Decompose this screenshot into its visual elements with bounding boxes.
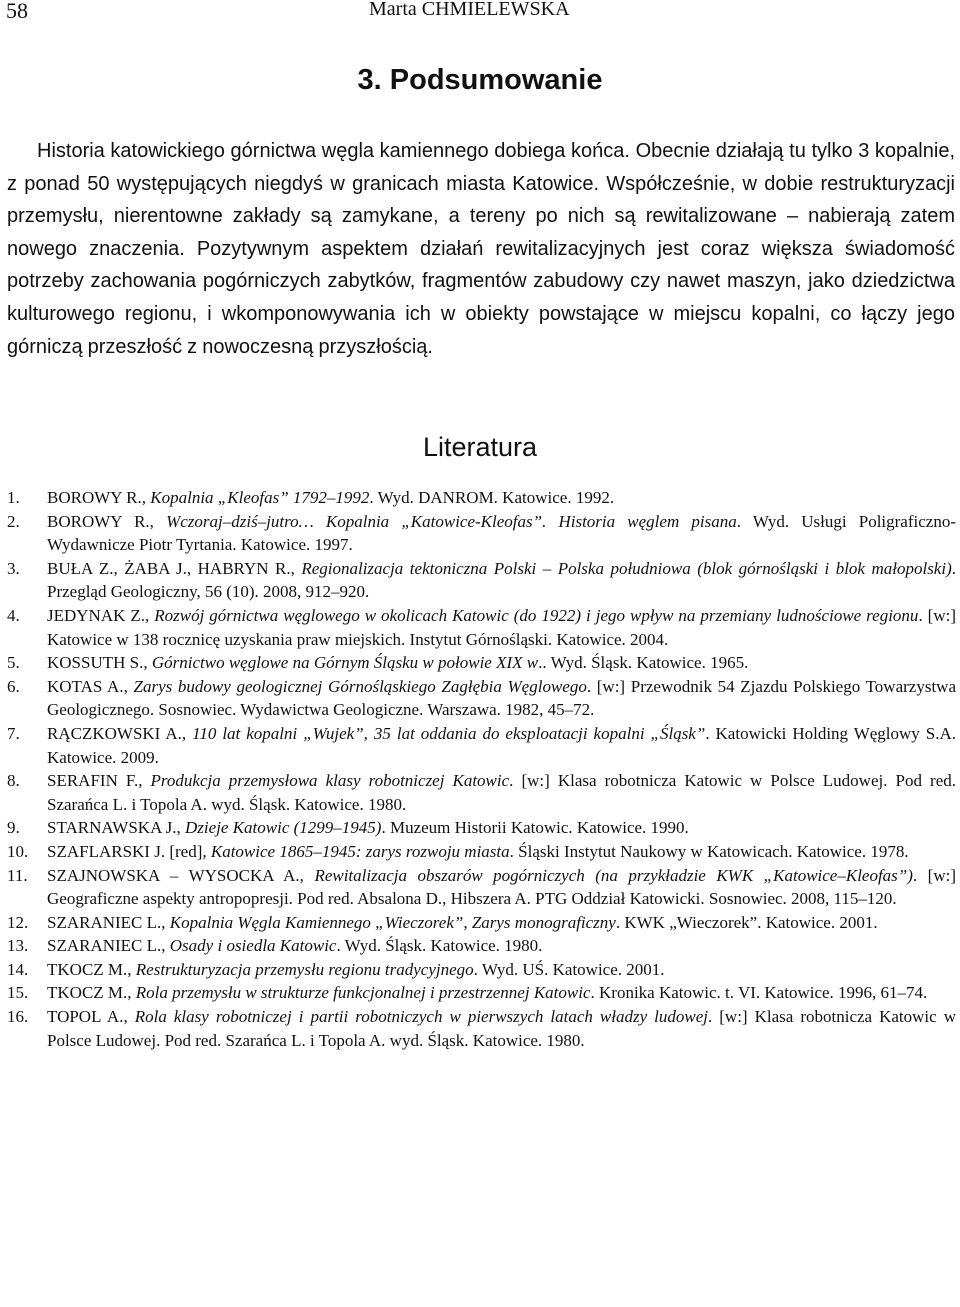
reference-details: . Muzeum Historii Katowic. Katowice. 1990. [381,818,689,838]
reference-details: . [w:] Katowice w 138 rocznicę uzyskania praw miejskich. Instytut Górnośląski. Katowice. 2004. [47,605,956,649]
reference-item [7,958,956,982]
reference-number: 1. [7,488,20,507]
section-title: 3. Podsumowanie [357,64,603,96]
reference-number: 15. [7,983,29,1003]
reference-number: 2. [7,511,20,531]
reference-item [7,604,956,651]
reference-details: . Śląski Instytut Naukowy w Katowicach. Katowice. 1978. [509,841,909,861]
reference-item [7,557,956,604]
reference-author: STARNAWSKA J., [47,818,186,838]
reference-title: Restrukturyzacja przemysłu regionu tradycyjnego [135,959,474,979]
reference-title: Wczoraj–dziś–jutro… Kopalnia „Katowice-Kleofas”. Historia węglem pisana [166,511,737,531]
reference-number: 3. [7,558,20,578]
reference-details: . [w:] Geograficzne aspekty antropopresji. Pod red. Absalona D., Hibszera A. PTG Oddział Katowicki. Sosnowiec. 2008, 115–120. [47,865,956,909]
reference-title: Regionalizacja tektoniczna Polski – Polska południowa (blok górnośląski i blok małopolski) [301,558,952,578]
reference-item [7,934,956,958]
reference-number: 5. [7,653,20,673]
reference-details: . Wyd. Usługi Poligraficzno-Wydawnicze Piotr Tyrtania. Katowice. 1997. [47,511,956,555]
reference-title: Rola klasy robotniczej i partii robotniczych w pierwszych latach władzy ludowej [134,1007,708,1027]
reference-item [7,864,956,911]
reference-details: . Katowicki Holding Węglowy S.A. Katowice. 2009. [47,723,956,767]
reference-title: Produkcja przemysłowa klasy robotniczej Katowic [150,771,510,791]
reference-title: Dzieje Katowic (1299–1945) [185,818,382,838]
reference-title: Rola przemysłu w strukturze funkcjonalnej i przestrzennej Katowic [135,983,591,1003]
reference-author: SERAFIN F., [47,771,151,791]
reference-item [7,816,956,840]
reference-details: .. Wyd. Śląsk. Katowice. 1965. [538,653,749,673]
reference-details: . [w:] Klasa robotnicza Katowic w Polsce Ludowej. Pod red. Szarańca L. i Topola A. wyd. Śląsk. Katowice. 1980. [47,1007,956,1050]
reference-author: SZARANIEC L., [47,936,170,956]
reference-author: BOROWY R., [47,511,167,531]
reference-title: Górnictwo węglowe na Górnym Śląsku w połowie XIX w [151,653,539,673]
reference-details: . Wyd. UŚ. Katowice. 2001. [473,959,665,979]
reference-item [7,911,956,935]
reference-author: TOPOL A., [47,1007,135,1027]
reference-title: Rozwój górnictwa węglowego w okolicach Katowic (do 1922) i jego wpływ na przemiany ludnościowe regionu [154,605,919,625]
reference-item [7,840,956,864]
reference-author: BUŁA Z., ŻABA J., HABRYN R., [47,558,302,578]
reference-item [7,769,956,816]
reference-title: Zarys budowy geologicznej Górnośląskiego Zagłębia Węglowego [133,676,587,696]
reference-item [7,1005,956,1052]
references-list [7,486,956,1052]
reference-author: JEDYNAK Z., [47,605,155,625]
reference-author: TKOCZ M., [47,959,136,979]
reference-author: TKOCZ M., [47,983,136,1003]
reference-title: Rewitalizacja obszarów pogórniczych (na przykładzie KWK „Katowice–Kleofas”) [314,865,913,885]
reference-author: KOTAS A., [47,676,134,696]
reference-item [7,651,956,675]
reference-title: Osady i osiedla Katowic [169,936,337,956]
reference-author: SZAFLARSKI J. [red], [47,841,211,861]
reference-details: . Kronika Katowic. t. VI. Katowice. 1996, 61–74. [590,983,928,1003]
reference-title: Kopalnia Węgla Kamiennego „Wieczorek”, Zarys monograficzny [169,912,616,932]
reference-author: RĄCZKOWSKI A., [47,723,193,743]
reference-item [7,510,956,557]
reference-title: 110 lat kopalni „Wujek”, 35 lat oddania do eksploatacji kopalni „Śląsk” [192,723,706,743]
reference-details: . Przegląd Geologiczny, 56 (10). 2008, 912–920. [47,558,956,602]
running-head-author: Marta CHMIELEWSKA [369,0,570,20]
reference-author: KOSSUTH S., [47,653,152,673]
reference-author: BOROWY R., [47,488,151,507]
reference-number: 10. [7,841,29,861]
reference-details: . Wyd. Śląsk. Katowice. 1980. [336,936,543,956]
reference-number: 8. [7,771,20,791]
reference-number: 6. [7,676,20,696]
page-header [0,0,960,26]
reference-item [7,675,956,722]
reference-details: . [w:] Klasa robotnicza Katowic w Polsce Ludowej. Pod red. Szarańca L. i Topola A. wyd. Śląsk. Katowice. 1980. [47,771,956,814]
reference-title: Kopalnia „Kleofas” 1792–1992 [150,488,370,507]
summary-paragraph: Historia katowickiego górnictwa węgla kamiennego dobiega końca. Obecnie działają tu tylko 3 kopalnie, z ponad 50 występujących niegdyś w granicach miasta Katowice. Współcześnie, w dobie restrukturyzacji przemysłu, nierentowne zakłady są zamykane, a tereny po nich są rewitalizowane – nabierają zatem nowego znaczenia. Pozytywnym aspektem działań rewitalizacyjnych jest coraz większa świadomość potrzeby zachowania pogórniczych zabytków, fragmentów zabudowy czy nawet maszyn, jako dziedzictwa kulturowego regionu, i wkomponowywania ich w obiekty powstające w miejscu kopalni, co łączy jego górniczą przeszłość z nowoczesną przyszłością. [7,140,955,358]
reference-title: Katowice 1865–1945: zarys rozwoju miasta [210,841,510,861]
reference-author: SZARANIEC L., [47,912,170,932]
reference-details: . [w:] Przewodnik 54 Zjazdu Polskiego Towarzystwa Geologicznego. Sosnowiec. Wydawictwa Geologiczne. Warszawa. 1982, 45–72. [47,676,956,720]
reference-number: 13. [7,936,29,956]
reference-number: 16. [7,1007,29,1027]
reference-item [7,981,956,1005]
references-title: Literatura [422,432,538,462]
reference-details: . KWK „Wieczorek”. Katowice. 2001. [615,912,878,932]
reference-number: 12. [7,912,29,932]
reference-number: 11. [7,865,28,885]
reference-number: 9. [7,818,20,838]
reference-number: 7. [7,723,20,743]
reference-item [7,486,956,510]
reference-item [7,722,956,769]
reference-author: SZAJNOWSKA – WYSOCKA A., [47,865,315,885]
reference-number: 4. [7,605,20,625]
page-number: 58 [6,0,28,23]
reference-details: . Wyd. DANROM. Katowice. 1992. [369,488,615,507]
reference-number: 14. [7,959,29,979]
